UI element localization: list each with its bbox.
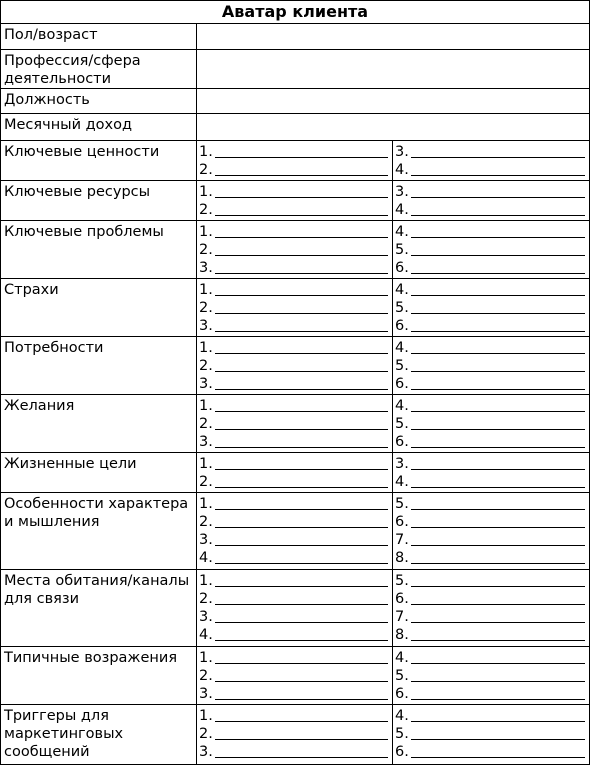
table-row <box>1 141 590 181</box>
left-answer-list <box>197 337 393 395</box>
answer-line[interactable] <box>199 513 392 531</box>
answer-line[interactable] <box>395 339 589 357</box>
blank-underline <box>215 662 388 664</box>
answer-line[interactable] <box>395 531 589 549</box>
right-answer-list <box>393 395 590 453</box>
answer-line[interactable] <box>199 626 392 644</box>
blank-underline <box>411 254 585 256</box>
answer-line[interactable] <box>395 572 589 590</box>
blank-underline <box>215 544 388 546</box>
blank-underline <box>215 621 388 623</box>
right-answer-list <box>393 647 590 705</box>
answer-line[interactable] <box>199 339 392 357</box>
answer-line[interactable] <box>395 707 589 725</box>
answer-line[interactable] <box>199 201 392 219</box>
item-number: 1. <box>199 224 213 240</box>
blank-underline <box>215 720 388 722</box>
item-number: 8. <box>395 627 409 643</box>
answer-line[interactable] <box>199 281 392 299</box>
left-answer-list <box>197 705 393 765</box>
answer-line[interactable] <box>199 317 392 335</box>
blank-underline <box>411 662 585 664</box>
item-number: 6. <box>395 434 409 450</box>
table-title: Аватар клиента <box>1 1 590 24</box>
item-number: 1. <box>199 144 213 160</box>
left-answer-list <box>197 647 393 705</box>
answer-line[interactable] <box>199 433 392 451</box>
answer-line[interactable] <box>199 375 392 393</box>
item-number: 2. <box>199 591 213 607</box>
table-row <box>1 50 590 89</box>
answer-line[interactable] <box>395 743 589 761</box>
item-number: 3. <box>199 318 213 334</box>
answer-line[interactable] <box>395 455 589 473</box>
item-number: 4. <box>395 474 409 490</box>
item-number: 5. <box>395 300 409 316</box>
blank-underline <box>215 603 388 605</box>
item-number: 2. <box>199 514 213 530</box>
item-number: 7. <box>395 532 409 548</box>
answer-line[interactable] <box>199 495 392 513</box>
item-number: 1. <box>199 708 213 724</box>
item-number: 5. <box>395 242 409 258</box>
answer-field[interactable] <box>197 24 590 50</box>
answer-line[interactable] <box>395 241 589 259</box>
item-number: 6. <box>395 514 409 530</box>
answer-line[interactable] <box>395 667 589 685</box>
answer-field[interactable] <box>197 114 590 141</box>
item-number: 4. <box>395 224 409 240</box>
answer-line[interactable] <box>199 161 392 179</box>
answer-line[interactable] <box>395 397 589 415</box>
item-number: 2. <box>199 202 213 218</box>
item-number: 5. <box>395 416 409 432</box>
item-number: 4. <box>395 708 409 724</box>
row-label: Потребности <box>1 337 197 395</box>
answer-line[interactable] <box>395 375 589 393</box>
blank-underline <box>411 639 585 641</box>
table-row <box>1 570 590 647</box>
blank-underline <box>411 562 585 564</box>
table-row <box>1 114 590 141</box>
item-number: 4. <box>395 162 409 178</box>
right-answer-list <box>393 337 590 395</box>
left-answer-list <box>197 493 393 570</box>
item-number: 2. <box>199 416 213 432</box>
item-number: 4. <box>395 282 409 298</box>
answer-line[interactable] <box>199 725 392 743</box>
blank-underline <box>215 639 388 641</box>
row-label: Страхи <box>1 279 197 337</box>
item-number: 3. <box>199 686 213 702</box>
table-row <box>1 24 590 50</box>
right-answer-list <box>393 221 590 279</box>
row-label: Должность <box>1 89 197 114</box>
answer-line[interactable] <box>395 223 589 241</box>
blank-underline <box>411 388 585 390</box>
blank-underline <box>411 526 585 528</box>
blank-underline <box>215 446 388 448</box>
item-number: 2. <box>199 242 213 258</box>
answer-line[interactable] <box>199 608 392 626</box>
right-answer-list <box>393 181 590 221</box>
blank-underline <box>215 428 388 430</box>
answer-line[interactable] <box>199 183 392 201</box>
answer-line[interactable] <box>199 667 392 685</box>
answer-line[interactable] <box>395 161 589 179</box>
blank-underline <box>411 370 585 372</box>
blank-underline <box>411 680 585 682</box>
blank-underline <box>215 468 388 470</box>
item-number: 3. <box>395 184 409 200</box>
answer-line[interactable] <box>395 608 589 626</box>
answer-line[interactable] <box>395 473 589 491</box>
item-number: 4. <box>395 202 409 218</box>
row-label: Ключевые проблемы <box>1 221 197 279</box>
blank-underline <box>215 272 388 274</box>
blank-underline <box>411 428 585 430</box>
blank-underline <box>215 698 388 700</box>
answer-line[interactable] <box>395 259 589 277</box>
answer-line[interactable] <box>395 513 589 531</box>
answer-line[interactable] <box>395 495 589 513</box>
item-number: 3. <box>199 376 213 392</box>
blank-underline <box>411 698 585 700</box>
blank-underline <box>411 236 585 238</box>
blank-underline <box>215 508 388 510</box>
blank-underline <box>411 720 585 722</box>
row-label: Пол/возраст <box>1 24 197 50</box>
answer-line[interactable] <box>395 357 589 375</box>
item-number: 8. <box>395 550 409 566</box>
row-label: Триггеры для маркетинговых сообщений <box>1 705 197 765</box>
item-number: 4. <box>395 340 409 356</box>
item-number: 1. <box>199 340 213 356</box>
row-label: Места обитания/каналы для связи <box>1 570 197 647</box>
left-answer-list <box>197 570 393 647</box>
table-row <box>1 453 590 493</box>
answer-line[interactable] <box>199 259 392 277</box>
answer-line[interactable] <box>199 531 392 549</box>
table-row <box>1 395 590 453</box>
item-number: 6. <box>395 318 409 334</box>
row-label: Месячный доход <box>1 114 197 141</box>
answer-line[interactable] <box>395 549 589 567</box>
item-number: 4. <box>395 650 409 666</box>
blank-underline <box>411 312 585 314</box>
blank-underline <box>411 486 585 488</box>
blank-underline <box>215 294 388 296</box>
answer-line[interactable] <box>395 317 589 335</box>
right-answer-list <box>393 493 590 570</box>
answer-line[interactable] <box>199 455 392 473</box>
blank-underline <box>215 738 388 740</box>
blank-underline <box>215 410 388 412</box>
item-number: 3. <box>199 532 213 548</box>
left-answer-list <box>197 395 393 453</box>
table-row <box>1 181 590 221</box>
item-number: 3. <box>199 434 213 450</box>
blank-underline <box>411 603 585 605</box>
item-number: 1. <box>199 456 213 472</box>
blank-underline <box>215 330 388 332</box>
table-row <box>1 89 590 114</box>
right-answer-list <box>393 453 590 493</box>
item-number: 5. <box>395 573 409 589</box>
answer-line[interactable] <box>199 707 392 725</box>
item-number: 1. <box>199 184 213 200</box>
left-answer-list <box>197 453 393 493</box>
row-label: Типичные возражения <box>1 647 197 705</box>
answer-line[interactable] <box>395 299 589 317</box>
item-number: 2. <box>199 162 213 178</box>
right-answer-list <box>393 141 590 181</box>
answer-line[interactable] <box>395 183 589 201</box>
answer-line[interactable] <box>199 397 392 415</box>
blank-underline <box>411 352 585 354</box>
item-number: 6. <box>395 686 409 702</box>
blank-underline <box>411 468 585 470</box>
blank-underline <box>215 370 388 372</box>
blank-underline <box>411 756 585 758</box>
answer-line[interactable] <box>395 281 589 299</box>
answer-line[interactable] <box>199 241 392 259</box>
blank-underline <box>215 174 388 176</box>
blank-underline <box>215 312 388 314</box>
blank-underline <box>411 294 585 296</box>
blank-underline <box>215 680 388 682</box>
blank-underline <box>215 756 388 758</box>
item-number: 1. <box>199 650 213 666</box>
answer-line[interactable] <box>395 590 589 608</box>
blank-underline <box>411 585 585 587</box>
answer-field[interactable] <box>197 89 590 114</box>
table-row <box>1 337 590 395</box>
item-number: 2. <box>199 726 213 742</box>
item-number: 4. <box>199 550 213 566</box>
table-row <box>1 279 590 337</box>
item-number: 4. <box>395 398 409 414</box>
blank-underline <box>411 446 585 448</box>
answer-line[interactable] <box>199 572 392 590</box>
right-answer-list <box>393 705 590 765</box>
answer-line[interactable] <box>395 685 589 703</box>
answer-field[interactable] <box>197 50 590 89</box>
item-number: 5. <box>395 358 409 374</box>
answer-line[interactable] <box>199 549 392 567</box>
answer-line[interactable] <box>199 473 392 491</box>
left-answer-list <box>197 221 393 279</box>
blank-underline <box>215 196 388 198</box>
blank-underline <box>411 738 585 740</box>
answer-line[interactable] <box>199 357 392 375</box>
blank-underline <box>411 196 585 198</box>
row-label: Особенности характера и мышления <box>1 493 197 570</box>
answer-line[interactable] <box>199 143 392 161</box>
blank-underline <box>215 236 388 238</box>
item-number: 1. <box>199 573 213 589</box>
answer-line[interactable] <box>199 590 392 608</box>
item-number: 5. <box>395 668 409 684</box>
row-label: Жизненные цели <box>1 453 197 493</box>
row-label: Ключевые ценности <box>1 141 197 181</box>
table-row <box>1 647 590 705</box>
answer-line[interactable] <box>199 685 392 703</box>
table-row <box>1 493 590 570</box>
blank-underline <box>215 526 388 528</box>
left-answer-list <box>197 141 393 181</box>
answer-line[interactable] <box>395 415 589 433</box>
item-number: 4. <box>199 627 213 643</box>
item-number: 1. <box>199 496 213 512</box>
answer-line[interactable] <box>199 415 392 433</box>
item-number: 1. <box>199 398 213 414</box>
row-label: Желания <box>1 395 197 453</box>
blank-underline <box>411 508 585 510</box>
answer-line[interactable] <box>199 223 392 241</box>
answer-line[interactable] <box>199 299 392 317</box>
blank-underline <box>215 486 388 488</box>
item-number: 2. <box>199 668 213 684</box>
answer-line[interactable] <box>395 143 589 161</box>
blank-underline <box>215 352 388 354</box>
item-number: 2. <box>199 300 213 316</box>
item-number: 6. <box>395 591 409 607</box>
blank-underline <box>215 562 388 564</box>
blank-underline <box>411 214 585 216</box>
answer-line[interactable] <box>395 433 589 451</box>
left-answer-list <box>197 181 393 221</box>
answer-line[interactable] <box>395 649 589 667</box>
item-number: 5. <box>395 726 409 742</box>
right-answer-list <box>393 279 590 337</box>
item-number: 7. <box>395 609 409 625</box>
blank-underline <box>411 621 585 623</box>
answer-line[interactable] <box>395 725 589 743</box>
blank-underline <box>411 330 585 332</box>
answer-line[interactable] <box>199 743 392 761</box>
blank-underline <box>411 410 585 412</box>
item-number: 6. <box>395 376 409 392</box>
answer-line[interactable] <box>199 649 392 667</box>
item-number: 2. <box>199 358 213 374</box>
answer-line[interactable] <box>395 201 589 219</box>
item-number: 3. <box>395 456 409 472</box>
table-row <box>1 221 590 279</box>
item-number: 3. <box>199 609 213 625</box>
item-number: 3. <box>199 744 213 760</box>
blank-underline <box>215 585 388 587</box>
item-number: 1. <box>199 282 213 298</box>
item-number: 5. <box>395 496 409 512</box>
item-number: 3. <box>199 260 213 276</box>
blank-underline <box>411 156 585 158</box>
answer-line[interactable] <box>395 626 589 644</box>
blank-underline <box>411 272 585 274</box>
right-answer-list <box>393 570 590 647</box>
blank-underline <box>215 254 388 256</box>
blank-underline <box>215 214 388 216</box>
row-label: Профессия/сфера деятельности <box>1 50 197 89</box>
item-number: 2. <box>199 474 213 490</box>
item-number: 3. <box>395 144 409 160</box>
blank-underline <box>411 174 585 176</box>
table-row <box>1 705 590 765</box>
blank-underline <box>411 544 585 546</box>
item-number: 6. <box>395 744 409 760</box>
blank-underline <box>215 156 388 158</box>
left-answer-list <box>197 279 393 337</box>
item-number: 6. <box>395 260 409 276</box>
blank-underline <box>215 388 388 390</box>
row-label: Ключевые ресурсы <box>1 181 197 221</box>
